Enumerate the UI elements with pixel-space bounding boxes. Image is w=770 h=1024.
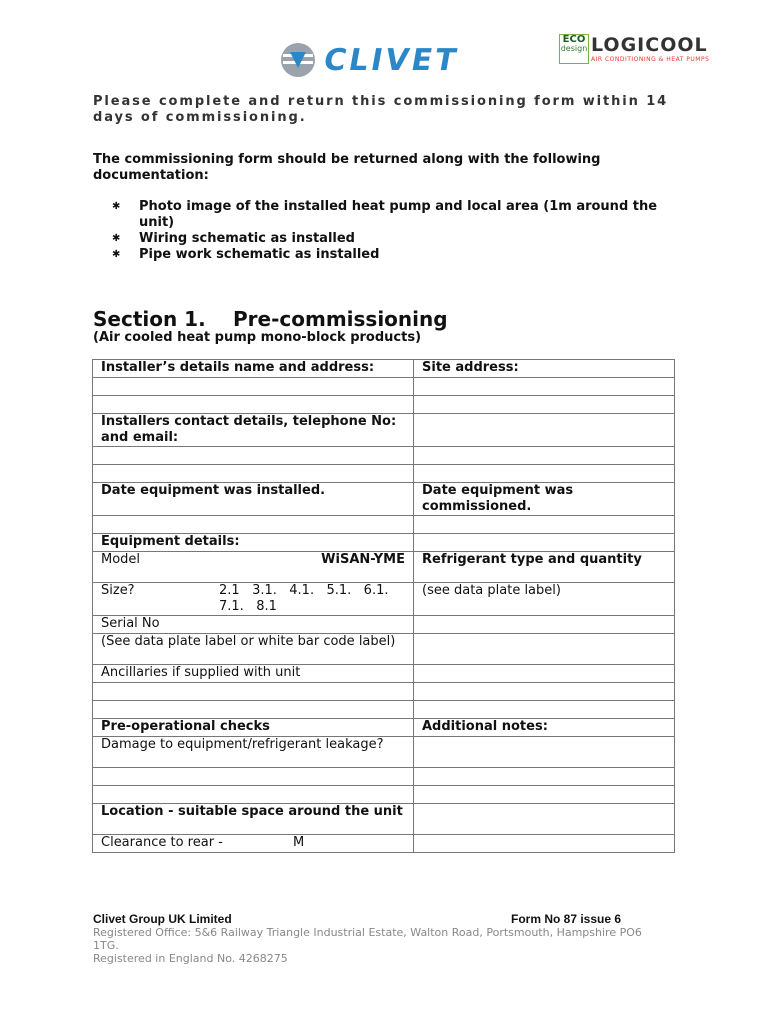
ancillaries-field[interactable] bbox=[93, 683, 414, 701]
ancillaries-field[interactable] bbox=[414, 665, 675, 683]
site-address-label: Site address: bbox=[414, 360, 675, 378]
eco-badge: ECO design bbox=[559, 34, 589, 64]
damage-label: Damage to equipment/refrigerant leakage? bbox=[93, 737, 414, 768]
installer-details-field[interactable] bbox=[93, 378, 414, 396]
ancillaries-field[interactable] bbox=[414, 701, 675, 719]
intro-instructions: Please complete and return this commissioning form within 14 days of commissioning. bbox=[93, 94, 669, 125]
date-installed-label: Date equipment was installed. bbox=[93, 483, 414, 516]
logicool-wordmark: LOGICOOL bbox=[591, 34, 708, 56]
list-item: ✱ Photo image of the installed heat pump and local area (1m around the unit) bbox=[112, 199, 658, 230]
bullet-icon: ✱ bbox=[112, 233, 121, 244]
registration-number: Registered in England No. 4268275 bbox=[93, 952, 288, 965]
size-label: Size? bbox=[101, 583, 135, 598]
refrigerant-label: Refrigerant type and quantity bbox=[414, 552, 675, 583]
ancillaries-field[interactable] bbox=[93, 701, 414, 719]
site-address-field[interactable] bbox=[414, 378, 675, 396]
site-address-field[interactable] bbox=[414, 396, 675, 414]
model-cell bbox=[93, 552, 414, 583]
clivet-wordmark: CLIVET bbox=[320, 43, 462, 78]
size-options-wrap bbox=[101, 583, 405, 615]
site-address-field[interactable] bbox=[414, 414, 675, 447]
serial-note: (See data plate label or white bar code label) bbox=[93, 634, 414, 665]
date-commissioned-field[interactable] bbox=[414, 516, 675, 534]
ancillaries-label: Ancillaries if supplied with unit bbox=[93, 665, 414, 683]
bullet-icon: ✱ bbox=[112, 201, 121, 212]
model-value: WiSAN-YME bbox=[321, 552, 405, 567]
serial-field[interactable] bbox=[414, 616, 675, 634]
additional-notes-label: Additional notes: bbox=[414, 719, 675, 737]
model-label: Model bbox=[101, 552, 141, 567]
serial-label: Serial No bbox=[93, 616, 414, 634]
clivet-emblem-icon bbox=[280, 42, 316, 78]
site-address-field[interactable] bbox=[414, 465, 675, 483]
list-item: ✱ Pipe work schematic as installed bbox=[112, 247, 380, 262]
damage-field[interactable] bbox=[93, 786, 414, 804]
equipment-details-label: Equipment details: bbox=[93, 534, 414, 552]
data-plate-note: (see data plate label) bbox=[414, 583, 675, 616]
installer-contact-field[interactable] bbox=[93, 447, 414, 465]
additional-notes-field[interactable] bbox=[414, 804, 675, 835]
registered-office: Registered Office: 5&6 Railway Triangle Industrial Estate, Walton Road, Portsmouth, Hampshire PO6 1TG. bbox=[93, 926, 642, 952]
additional-notes-field[interactable] bbox=[414, 835, 675, 853]
logicool-logo bbox=[559, 34, 729, 68]
size-cell bbox=[93, 583, 414, 616]
list-item: ✱ Wiring schematic as installed bbox=[112, 231, 355, 246]
clivet-logo bbox=[280, 40, 490, 82]
clearance-cell[interactable] bbox=[93, 835, 414, 853]
date-installed-field[interactable] bbox=[93, 516, 414, 534]
page-footer bbox=[93, 913, 653, 965]
installer-contact-label: Installers contact details, telephone No: and email: bbox=[93, 414, 414, 447]
section-title bbox=[93, 307, 448, 331]
preop-checks-label: Pre-operational checks bbox=[93, 719, 414, 737]
additional-notes-field[interactable] bbox=[414, 768, 675, 786]
logicool-tagline: AIR CONDITIONING & HEAT PUMPS bbox=[591, 56, 710, 63]
section-name: Pre-commissioning bbox=[233, 307, 448, 331]
return-documentation-note: The commissioning form should be returned along with the following documentation: bbox=[93, 152, 601, 183]
section-subtitle: (Air cooled heat pump mono-block products) bbox=[93, 330, 422, 345]
location-label: Location - suitable space around the unit bbox=[93, 804, 414, 835]
ancillaries-field[interactable] bbox=[414, 683, 675, 701]
blank-cell[interactable] bbox=[414, 534, 675, 552]
additional-notes-field[interactable] bbox=[414, 786, 675, 804]
damage-field[interactable] bbox=[93, 768, 414, 786]
size-options: 2.1 3.1. 4.1. 5.1. 6.1. 7.1. 8.1 bbox=[219, 583, 401, 614]
serial-field[interactable] bbox=[414, 634, 675, 665]
bullet-icon: ✱ bbox=[112, 249, 121, 260]
additional-notes-field[interactable] bbox=[414, 737, 675, 768]
clearance-label: Clearance to rear - bbox=[101, 835, 223, 850]
installer-contact-field[interactable] bbox=[93, 465, 414, 483]
date-commissioned-label: Date equipment was commissioned. bbox=[414, 483, 675, 516]
installer-details-label: Installer’s details name and address: bbox=[93, 360, 414, 378]
form-number: Form No 87 issue 6 bbox=[511, 912, 622, 926]
section-number: Section 1. bbox=[93, 307, 206, 331]
installer-details-field[interactable] bbox=[93, 396, 414, 414]
required-documents-list bbox=[112, 199, 682, 263]
company-name: Clivet Group UK Limited bbox=[93, 912, 232, 926]
clearance-unit: M bbox=[293, 835, 305, 850]
pre-commissioning-table bbox=[92, 359, 675, 853]
site-address-field[interactable] bbox=[414, 447, 675, 465]
